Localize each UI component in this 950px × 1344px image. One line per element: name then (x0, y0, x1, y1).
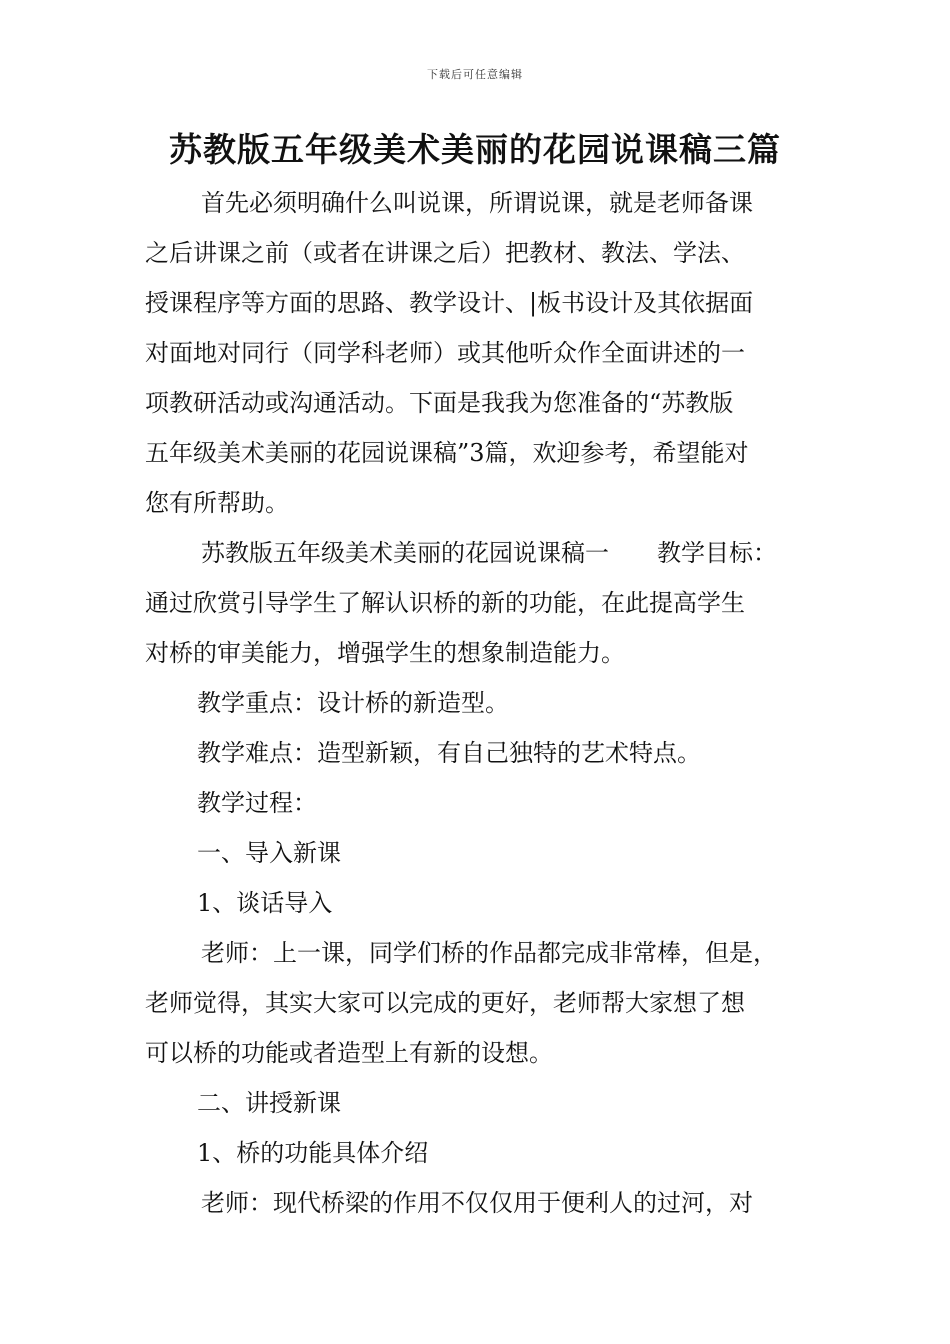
text-line: 授课程序等方面的思路、教学设计、|板书设计及其依据面 (145, 289, 754, 317)
text-line: 通过欣赏引导学生了解认识桥的新的功能，在此提高学生 (145, 589, 745, 617)
text-line: 对桥的审美能力，增强学生的想象制造能力。 (145, 639, 625, 667)
text-line: 二、讲授新课 (197, 1089, 341, 1117)
text-line: 首先必须明确什么叫说课，所谓说课，就是老师备课 (201, 189, 753, 217)
text-line: 教学过程： (197, 789, 317, 817)
text-line: 老师觉得，其实大家可以完成的更好，老师帮大家想了想 (145, 989, 745, 1017)
text-line: 之后讲课之前（或者在讲课之后）把教材、教法、学法、 (145, 239, 745, 267)
text-line: 一、导入新课 (197, 839, 341, 867)
text-line: 可以桥的功能或者造型上有新的设想。 (145, 1039, 553, 1067)
text-line: 项教研活动或沟通活动。下面是我我为您准备的“苏教版 (145, 389, 734, 417)
text-line: 教学重点：设计桥的新造型。 (197, 689, 509, 717)
text-line: 五年级美术美丽的花园说课稿”3篇，欢迎参考，希望能对 (145, 439, 749, 467)
text-line: 1、桥的功能具体介绍 (197, 1139, 429, 1167)
text-line: 教学难点：造型新颖，有自己独特的艺术特点。 (197, 739, 701, 767)
document-title: 苏教版五年级美术美丽的花园说课稿三篇 (169, 130, 781, 169)
text-line: 老师：上一课，同学们桥的作品都完成非常棒，但是， (201, 939, 777, 967)
text-line: 您有所帮助。 (145, 489, 289, 517)
text-line: 对面地对同行（同学科老师）或其他听众作全面讲述的一 (145, 339, 745, 367)
text-line: 苏教版五年级美术美丽的花园说课稿一 教学目标： (201, 539, 777, 567)
header-note: 下载后可任意编辑 (427, 68, 523, 81)
document-body (145, 178, 825, 1228)
text-line: 1、谈话导入 (197, 889, 333, 917)
text-line: 老师：现代桥梁的作用不仅仅用于便利人的过河，对 (201, 1189, 753, 1217)
